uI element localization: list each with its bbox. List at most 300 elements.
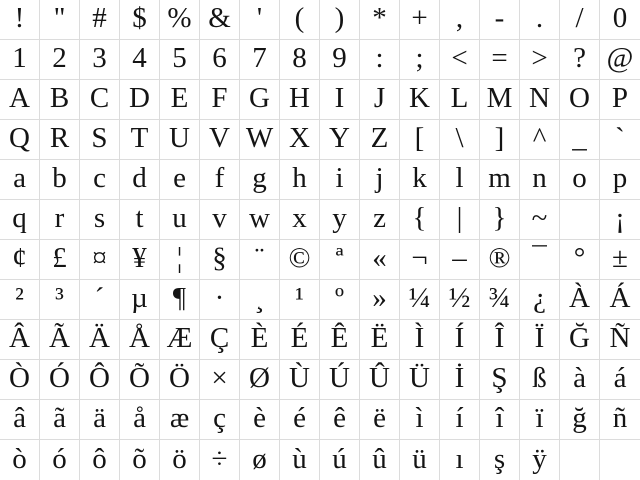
glyph: 9 bbox=[332, 42, 347, 74]
glyph: a bbox=[13, 162, 26, 194]
glyph-cell bbox=[320, 320, 360, 360]
glyph: â bbox=[13, 402, 26, 434]
glyph-cell bbox=[0, 120, 40, 160]
glyph: 0 bbox=[612, 2, 628, 34]
glyph-cell bbox=[280, 400, 320, 440]
glyph-cell bbox=[600, 400, 640, 440]
glyph-cell bbox=[400, 240, 440, 280]
glyph-cell bbox=[80, 200, 120, 240]
glyph-cell bbox=[520, 440, 560, 480]
glyph-cell bbox=[80, 120, 120, 160]
glyph-cell bbox=[80, 280, 120, 320]
glyph-cell bbox=[360, 160, 400, 200]
glyph: Ó bbox=[49, 362, 70, 394]
glyph-cell bbox=[560, 280, 600, 320]
glyph-cell bbox=[120, 0, 160, 40]
glyph: ì bbox=[415, 402, 424, 434]
glyph-cell bbox=[160, 80, 200, 120]
glyph-cell bbox=[400, 80, 440, 120]
glyph: b bbox=[52, 162, 67, 194]
glyph: G bbox=[249, 82, 270, 114]
glyph: Ò bbox=[9, 362, 30, 394]
glyph-cell bbox=[200, 120, 240, 160]
glyph: v bbox=[212, 202, 227, 234]
glyph: Ú bbox=[329, 362, 350, 394]
glyph-cell bbox=[520, 400, 560, 440]
glyph: 2 bbox=[52, 42, 67, 74]
glyph: 7 bbox=[252, 42, 267, 74]
glyph-cell bbox=[80, 240, 120, 280]
glyph-cell bbox=[80, 360, 120, 400]
glyph: . bbox=[535, 2, 544, 34]
glyph: L bbox=[450, 82, 469, 114]
glyph-cell bbox=[600, 0, 640, 40]
glyph: C bbox=[89, 82, 110, 114]
glyph-cell bbox=[280, 360, 320, 400]
glyph: - bbox=[494, 2, 505, 34]
glyph: ¼ bbox=[408, 282, 431, 314]
glyph-cell bbox=[80, 0, 120, 40]
glyph-cell bbox=[240, 360, 280, 400]
glyph: Ş bbox=[491, 362, 508, 394]
glyph-cell bbox=[400, 400, 440, 440]
glyph: < bbox=[451, 42, 468, 74]
glyph: F bbox=[211, 82, 228, 114]
glyph: ± bbox=[612, 242, 628, 274]
glyph-cell bbox=[120, 280, 160, 320]
glyph: ^ bbox=[532, 122, 547, 154]
glyph: ª bbox=[335, 242, 344, 274]
glyph: ø bbox=[252, 442, 267, 475]
glyph-cell bbox=[200, 80, 240, 120]
glyph-cell bbox=[440, 120, 480, 160]
glyph: ¶ bbox=[172, 282, 187, 314]
glyph: R bbox=[49, 122, 70, 154]
glyph-cell bbox=[80, 320, 120, 360]
glyph: ÷ bbox=[211, 442, 228, 475]
glyph: õ bbox=[132, 442, 147, 475]
glyph-cell bbox=[400, 360, 440, 400]
glyph-cell bbox=[320, 0, 360, 40]
glyph-cell bbox=[0, 40, 40, 80]
glyph: [ bbox=[414, 122, 425, 154]
glyph-cell bbox=[560, 0, 600, 40]
glyph-cell bbox=[520, 200, 560, 240]
glyph-cell bbox=[0, 280, 40, 320]
glyph: ç bbox=[213, 402, 226, 434]
glyph-cell-empty bbox=[560, 440, 600, 480]
glyph-row bbox=[0, 160, 640, 200]
glyph: z bbox=[373, 202, 386, 234]
glyph: T bbox=[130, 122, 149, 154]
glyph-cell bbox=[240, 440, 280, 480]
glyph-cell bbox=[0, 240, 40, 280]
glyph-cell bbox=[480, 160, 520, 200]
glyph-cell bbox=[280, 200, 320, 240]
glyph-cell bbox=[400, 160, 440, 200]
glyph-cell bbox=[520, 320, 560, 360]
glyph-cell bbox=[120, 80, 160, 120]
glyph-cell bbox=[120, 120, 160, 160]
glyph: n bbox=[532, 162, 547, 194]
glyph: = bbox=[491, 42, 508, 74]
glyph: ¨ bbox=[254, 242, 265, 274]
glyph-cell bbox=[360, 240, 400, 280]
glyph: í bbox=[455, 402, 464, 434]
glyph: I bbox=[334, 82, 345, 114]
glyph-cell bbox=[240, 320, 280, 360]
glyph-cell bbox=[80, 440, 120, 480]
glyph-cell bbox=[80, 160, 120, 200]
glyph: ß bbox=[532, 362, 547, 394]
glyph-cell bbox=[0, 160, 40, 200]
glyph: ° bbox=[573, 242, 586, 274]
glyph: Z bbox=[370, 122, 389, 154]
glyph-cell bbox=[400, 40, 440, 80]
glyph: l bbox=[455, 162, 464, 194]
glyph-cell bbox=[520, 40, 560, 80]
glyph: Ô bbox=[89, 362, 110, 394]
glyph: ¯ bbox=[532, 242, 547, 274]
glyph-cell bbox=[160, 160, 200, 200]
glyph-cell bbox=[0, 320, 40, 360]
glyph: á bbox=[613, 362, 627, 394]
glyph-cell bbox=[480, 80, 520, 120]
glyph-cell bbox=[280, 80, 320, 120]
glyph-cell bbox=[600, 120, 640, 160]
glyph: \ bbox=[455, 122, 464, 154]
glyph: µ bbox=[131, 282, 148, 314]
glyph-cell bbox=[560, 320, 600, 360]
glyph-row bbox=[0, 120, 640, 160]
glyph-cell bbox=[440, 160, 480, 200]
glyph-cell bbox=[480, 240, 520, 280]
glyph-cell bbox=[240, 280, 280, 320]
glyph: – bbox=[452, 242, 467, 274]
glyph: u bbox=[172, 202, 187, 234]
glyph: 6 bbox=[212, 42, 227, 74]
glyph: } bbox=[492, 202, 507, 234]
glyph-cell bbox=[360, 280, 400, 320]
glyph-cell bbox=[320, 440, 360, 480]
glyph-cell bbox=[240, 80, 280, 120]
glyph: î bbox=[495, 402, 504, 434]
glyph-row bbox=[0, 40, 640, 80]
glyph-cell bbox=[240, 200, 280, 240]
glyph: % bbox=[167, 2, 192, 34]
glyph: ] bbox=[494, 122, 505, 154]
glyph: E bbox=[170, 82, 189, 114]
glyph-cell bbox=[240, 40, 280, 80]
glyph: æ bbox=[169, 402, 190, 434]
glyph: ñ bbox=[612, 402, 628, 434]
glyph-cell bbox=[40, 320, 80, 360]
glyph-cell bbox=[0, 440, 40, 480]
glyph: ı bbox=[455, 442, 464, 475]
glyph-cell bbox=[120, 40, 160, 80]
glyph-cell bbox=[280, 0, 320, 40]
glyph: ó bbox=[52, 442, 67, 475]
glyph-cell bbox=[120, 320, 160, 360]
glyph: à bbox=[573, 362, 586, 394]
glyph-cell bbox=[480, 40, 520, 80]
glyph: º bbox=[335, 282, 344, 314]
glyph: Ù bbox=[289, 362, 310, 394]
glyph-cell bbox=[240, 160, 280, 200]
glyph: ú bbox=[332, 442, 347, 475]
glyph: ! bbox=[14, 2, 25, 34]
glyph: ' bbox=[256, 2, 263, 34]
glyph: ¸ bbox=[254, 282, 265, 314]
glyph-row bbox=[0, 400, 640, 440]
glyph-cell bbox=[40, 120, 80, 160]
glyph: Ï bbox=[534, 322, 545, 354]
glyph: ï bbox=[535, 402, 544, 434]
glyph-cell bbox=[520, 360, 560, 400]
glyph-cell bbox=[600, 240, 640, 280]
glyph: p bbox=[612, 162, 628, 194]
glyph: Å bbox=[129, 322, 150, 354]
glyph: Û bbox=[369, 362, 390, 394]
glyph: $ bbox=[132, 2, 147, 34]
glyph-cell bbox=[120, 360, 160, 400]
glyph: @ bbox=[606, 42, 634, 74]
glyph: Ñ bbox=[609, 322, 631, 354]
glyph: ã bbox=[53, 402, 66, 434]
glyph-cell bbox=[520, 120, 560, 160]
glyph: e bbox=[173, 162, 186, 194]
glyph-cell bbox=[560, 160, 600, 200]
glyph: Ü bbox=[409, 362, 430, 394]
glyph: É bbox=[290, 322, 309, 354]
glyph: Y bbox=[329, 122, 350, 154]
glyph-row bbox=[0, 440, 640, 480]
glyph-cell bbox=[200, 200, 240, 240]
glyph-cell bbox=[160, 200, 200, 240]
glyph-cell bbox=[160, 400, 200, 440]
glyph: ê bbox=[333, 402, 346, 434]
glyph-cell bbox=[560, 40, 600, 80]
glyph: Ö bbox=[169, 362, 190, 394]
glyph: ¤ bbox=[92, 242, 107, 274]
glyph-cell bbox=[40, 80, 80, 120]
glyph-cell bbox=[40, 240, 80, 280]
glyph: Î bbox=[494, 322, 505, 354]
glyph-cell bbox=[320, 280, 360, 320]
glyph: 4 bbox=[132, 42, 147, 74]
glyph: O bbox=[569, 82, 590, 114]
glyph: ® bbox=[488, 242, 511, 274]
glyph: û bbox=[372, 442, 387, 475]
glyph-cell bbox=[440, 320, 480, 360]
glyph: ³ bbox=[55, 282, 64, 314]
glyph: + bbox=[411, 2, 428, 34]
glyph-cell bbox=[320, 360, 360, 400]
glyph-cell bbox=[160, 280, 200, 320]
glyph: # bbox=[92, 2, 107, 34]
glyph-cell bbox=[360, 400, 400, 440]
glyph-cell bbox=[280, 320, 320, 360]
glyph-cell bbox=[0, 80, 40, 120]
glyph: X bbox=[289, 122, 310, 154]
glyph: İ bbox=[454, 362, 465, 394]
glyph: 8 bbox=[292, 42, 307, 74]
glyph: Æ bbox=[166, 322, 193, 354]
glyph-cell bbox=[240, 400, 280, 440]
glyph-cell bbox=[480, 400, 520, 440]
glyph: M bbox=[486, 82, 513, 114]
glyph: ¾ bbox=[488, 282, 511, 314]
glyph: Q bbox=[9, 122, 30, 154]
glyph-cell bbox=[520, 0, 560, 40]
glyph: : bbox=[375, 42, 384, 74]
glyph: £ bbox=[52, 242, 67, 274]
glyph-cell bbox=[480, 280, 520, 320]
glyph-cell bbox=[40, 360, 80, 400]
glyph: Ã bbox=[49, 322, 70, 354]
glyph-cell bbox=[0, 400, 40, 440]
glyph-cell bbox=[240, 120, 280, 160]
glyph: 5 bbox=[172, 42, 187, 74]
glyph-cell bbox=[560, 120, 600, 160]
glyph: c bbox=[93, 162, 106, 194]
glyph-row bbox=[0, 200, 640, 240]
glyph-cell bbox=[280, 40, 320, 80]
glyph-cell bbox=[520, 280, 560, 320]
glyph: D bbox=[129, 82, 150, 114]
glyph-cell bbox=[440, 240, 480, 280]
glyph: t bbox=[135, 202, 144, 234]
glyph: Ø bbox=[249, 362, 270, 394]
glyph: ½ bbox=[448, 282, 471, 314]
glyph-cell bbox=[600, 40, 640, 80]
glyph-cell bbox=[480, 200, 520, 240]
glyph-cell bbox=[40, 280, 80, 320]
glyph: " bbox=[53, 2, 66, 34]
glyph-cell bbox=[360, 440, 400, 480]
glyph: È bbox=[250, 322, 269, 354]
glyph-cell bbox=[160, 0, 200, 40]
glyph-row bbox=[0, 0, 640, 40]
glyph-cell bbox=[400, 0, 440, 40]
glyph-cell bbox=[480, 320, 520, 360]
glyph-cell bbox=[320, 40, 360, 80]
glyph-cell bbox=[360, 0, 400, 40]
glyph-cell bbox=[40, 200, 80, 240]
glyph: ù bbox=[292, 442, 307, 475]
glyph-cell bbox=[600, 200, 640, 240]
glyph-cell bbox=[200, 160, 240, 200]
glyph-cell bbox=[320, 240, 360, 280]
glyph: * bbox=[372, 2, 387, 34]
glyph-cell bbox=[400, 120, 440, 160]
glyph-cell bbox=[120, 240, 160, 280]
glyph: , bbox=[455, 2, 464, 34]
glyph-cell bbox=[600, 280, 640, 320]
glyph-cell bbox=[360, 320, 400, 360]
glyph-cell bbox=[40, 40, 80, 80]
glyph-cell bbox=[200, 320, 240, 360]
glyph-cell bbox=[160, 320, 200, 360]
glyph: Ë bbox=[370, 322, 389, 354]
glyph: U bbox=[169, 122, 190, 154]
glyph-cell bbox=[160, 240, 200, 280]
glyph: > bbox=[531, 42, 548, 74]
glyph-cell bbox=[560, 360, 600, 400]
glyph-cell bbox=[120, 160, 160, 200]
glyph-cell bbox=[120, 400, 160, 440]
glyph: ş bbox=[493, 442, 506, 475]
glyph-cell bbox=[160, 360, 200, 400]
glyph: ¡ bbox=[615, 202, 625, 234]
glyph-cell bbox=[240, 240, 280, 280]
glyph: h bbox=[292, 162, 307, 194]
glyph-cell bbox=[0, 0, 40, 40]
glyph: ò bbox=[12, 442, 27, 475]
glyph-cell bbox=[80, 400, 120, 440]
glyph-cell bbox=[600, 160, 640, 200]
glyph: Ê bbox=[330, 322, 349, 354]
glyph-cell bbox=[0, 200, 40, 240]
glyph: ä bbox=[93, 402, 106, 434]
glyph: j bbox=[375, 162, 384, 194]
glyph: × bbox=[211, 362, 228, 394]
glyph: ë bbox=[373, 402, 386, 434]
glyph-cell-empty bbox=[560, 200, 600, 240]
glyph: ¹ bbox=[295, 282, 304, 314]
glyph-cell bbox=[480, 0, 520, 40]
glyph-cell bbox=[200, 240, 240, 280]
glyph-cell bbox=[80, 80, 120, 120]
glyph-cell bbox=[360, 40, 400, 80]
glyph: 3 bbox=[92, 42, 107, 74]
glyph: « bbox=[372, 242, 387, 274]
glyph: S bbox=[91, 122, 108, 154]
glyph: å bbox=[133, 402, 146, 434]
glyph-cell bbox=[320, 120, 360, 160]
glyph-cell bbox=[520, 160, 560, 200]
glyph: P bbox=[611, 82, 629, 114]
glyph: s bbox=[93, 202, 106, 234]
glyph: ( bbox=[294, 2, 305, 34]
glyph-cell bbox=[280, 280, 320, 320]
glyph-cell bbox=[280, 160, 320, 200]
glyph-cell bbox=[600, 80, 640, 120]
glyph: ü bbox=[412, 442, 427, 475]
glyph-cell bbox=[280, 240, 320, 280]
glyph-cell bbox=[40, 440, 80, 480]
glyph-cell bbox=[560, 400, 600, 440]
glyph-cell bbox=[200, 280, 240, 320]
glyph-cell bbox=[40, 400, 80, 440]
glyph-cell bbox=[200, 0, 240, 40]
glyph: ¦ bbox=[176, 242, 183, 274]
glyph-cell bbox=[480, 440, 520, 480]
glyph: & bbox=[208, 2, 231, 34]
glyph: Á bbox=[609, 282, 631, 314]
glyph: H bbox=[289, 82, 310, 114]
glyph-cell bbox=[120, 200, 160, 240]
glyph: ö bbox=[172, 442, 187, 475]
glyph-cell bbox=[360, 80, 400, 120]
glyph-cell bbox=[320, 400, 360, 440]
glyph-cell bbox=[440, 360, 480, 400]
glyph-cell-empty bbox=[600, 440, 640, 480]
glyph: q bbox=[12, 202, 27, 234]
glyph: Ä bbox=[89, 322, 110, 354]
glyph: ô bbox=[92, 442, 107, 475]
glyph: w bbox=[249, 202, 270, 234]
